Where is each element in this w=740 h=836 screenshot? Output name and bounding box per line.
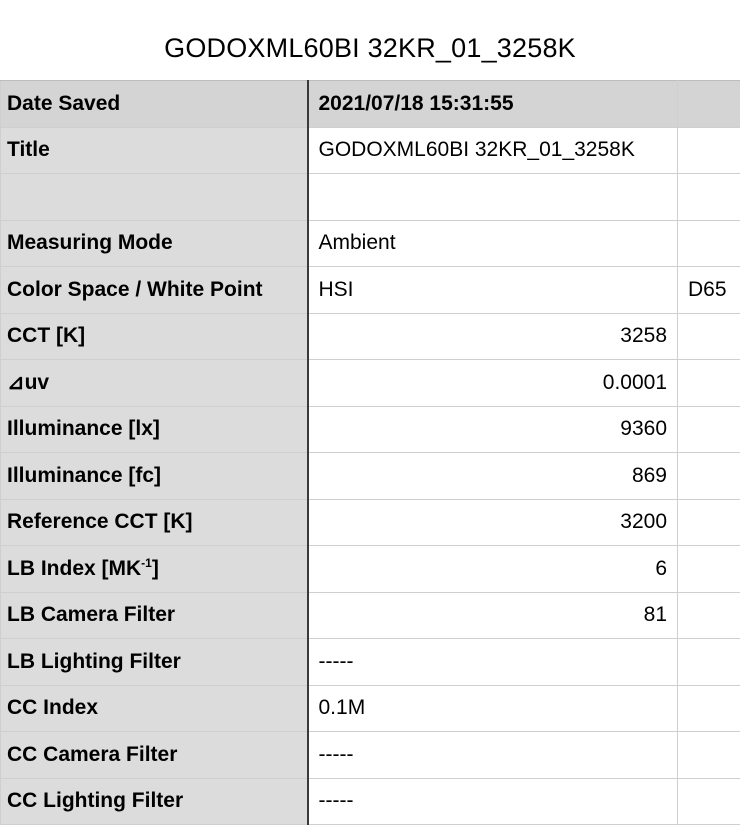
row-value[interactable]: 9360	[308, 406, 678, 453]
row-label[interactable]	[1, 546, 308, 593]
row-extra[interactable]	[678, 732, 740, 779]
row-extra[interactable]	[678, 499, 740, 546]
row-label[interactable]: Illuminance [fc]	[1, 453, 308, 500]
row-extra[interactable]: D65	[678, 267, 740, 314]
table-row-lb-camera-filter	[1, 592, 740, 639]
table-row-illuminance-lx	[1, 406, 740, 453]
row-label[interactable]: Illuminance [lx]	[1, 406, 308, 453]
row-label-superscript: -1	[141, 556, 152, 571]
table-row-title	[1, 127, 740, 174]
table-row-blank	[1, 174, 740, 221]
document-title: GODOXML60BI 32KR_01_3258K	[164, 33, 576, 63]
table-row-cct	[1, 313, 740, 360]
row-value[interactable]: 81	[308, 592, 678, 639]
row-extra[interactable]	[678, 592, 740, 639]
row-label[interactable]: ⊿uv	[1, 360, 308, 407]
row-extra[interactable]	[678, 406, 740, 453]
row-extra[interactable]	[678, 453, 740, 500]
row-extra[interactable]	[678, 220, 740, 267]
table-row-measuring-mode	[1, 220, 740, 267]
row-value[interactable]: -----	[308, 732, 678, 779]
row-label[interactable]: LB Camera Filter	[1, 592, 308, 639]
row-extra[interactable]	[678, 639, 740, 686]
row-extra[interactable]	[678, 546, 740, 593]
row-value[interactable]: HSI	[308, 267, 678, 314]
row-extra[interactable]	[678, 81, 740, 128]
table-row-cc-lighting-filter	[1, 778, 740, 825]
table-row-lb-index	[1, 546, 740, 593]
row-extra[interactable]	[678, 778, 740, 825]
table-row-cc-camera-filter	[1, 732, 740, 779]
row-label[interactable]: Title	[1, 127, 308, 174]
table-row-lb-lighting-filter	[1, 639, 740, 686]
table-row-reference-cct	[1, 499, 740, 546]
row-label[interactable]: Reference CCT [K]	[1, 499, 308, 546]
row-label[interactable]: CC Index	[1, 685, 308, 732]
row-label[interactable]: CCT [K]	[1, 313, 308, 360]
row-label-text: LB Index [MK	[7, 557, 142, 581]
row-extra[interactable]	[678, 313, 740, 360]
row-label[interactable]: CC Camera Filter	[1, 732, 308, 779]
row-extra[interactable]	[678, 127, 740, 174]
row-label[interactable]: CC Lighting Filter	[1, 778, 308, 825]
row-value[interactable]: 0.0001	[308, 360, 678, 407]
row-label[interactable]: Date Saved	[1, 81, 308, 128]
measurement-table	[0, 80, 740, 825]
table-row-delta-uv	[1, 360, 740, 407]
table-row-cc-index	[1, 685, 740, 732]
row-value[interactable]: -----	[308, 639, 678, 686]
row-extra[interactable]	[678, 360, 740, 407]
row-label[interactable]: LB Lighting Filter	[1, 639, 308, 686]
row-value[interactable]: 2021/07/18 15:31:55	[308, 81, 678, 128]
row-value[interactable]: 869	[308, 453, 678, 500]
row-label[interactable]: Color Space / White Point	[1, 267, 308, 314]
table-row-date-saved	[1, 81, 740, 128]
row-value[interactable]: 6	[308, 546, 678, 593]
row-value[interactable]: -----	[308, 778, 678, 825]
row-extra[interactable]	[678, 685, 740, 732]
row-value[interactable]: Ambient	[308, 220, 678, 267]
row-label[interactable]	[1, 174, 308, 221]
row-label-suffix: ]	[151, 557, 159, 581]
row-extra[interactable]	[678, 174, 740, 221]
table-row-color-space	[1, 267, 740, 314]
row-label[interactable]: Measuring Mode	[1, 220, 308, 267]
table-row-illuminance-fc	[1, 453, 740, 500]
row-value[interactable]: 3200	[308, 499, 678, 546]
row-value[interactable]: GODOXML60BI 32KR_01_3258K	[308, 127, 678, 174]
row-value[interactable]	[308, 174, 678, 221]
row-value[interactable]: 3258	[308, 313, 678, 360]
row-value[interactable]: 0.1M	[308, 685, 678, 732]
